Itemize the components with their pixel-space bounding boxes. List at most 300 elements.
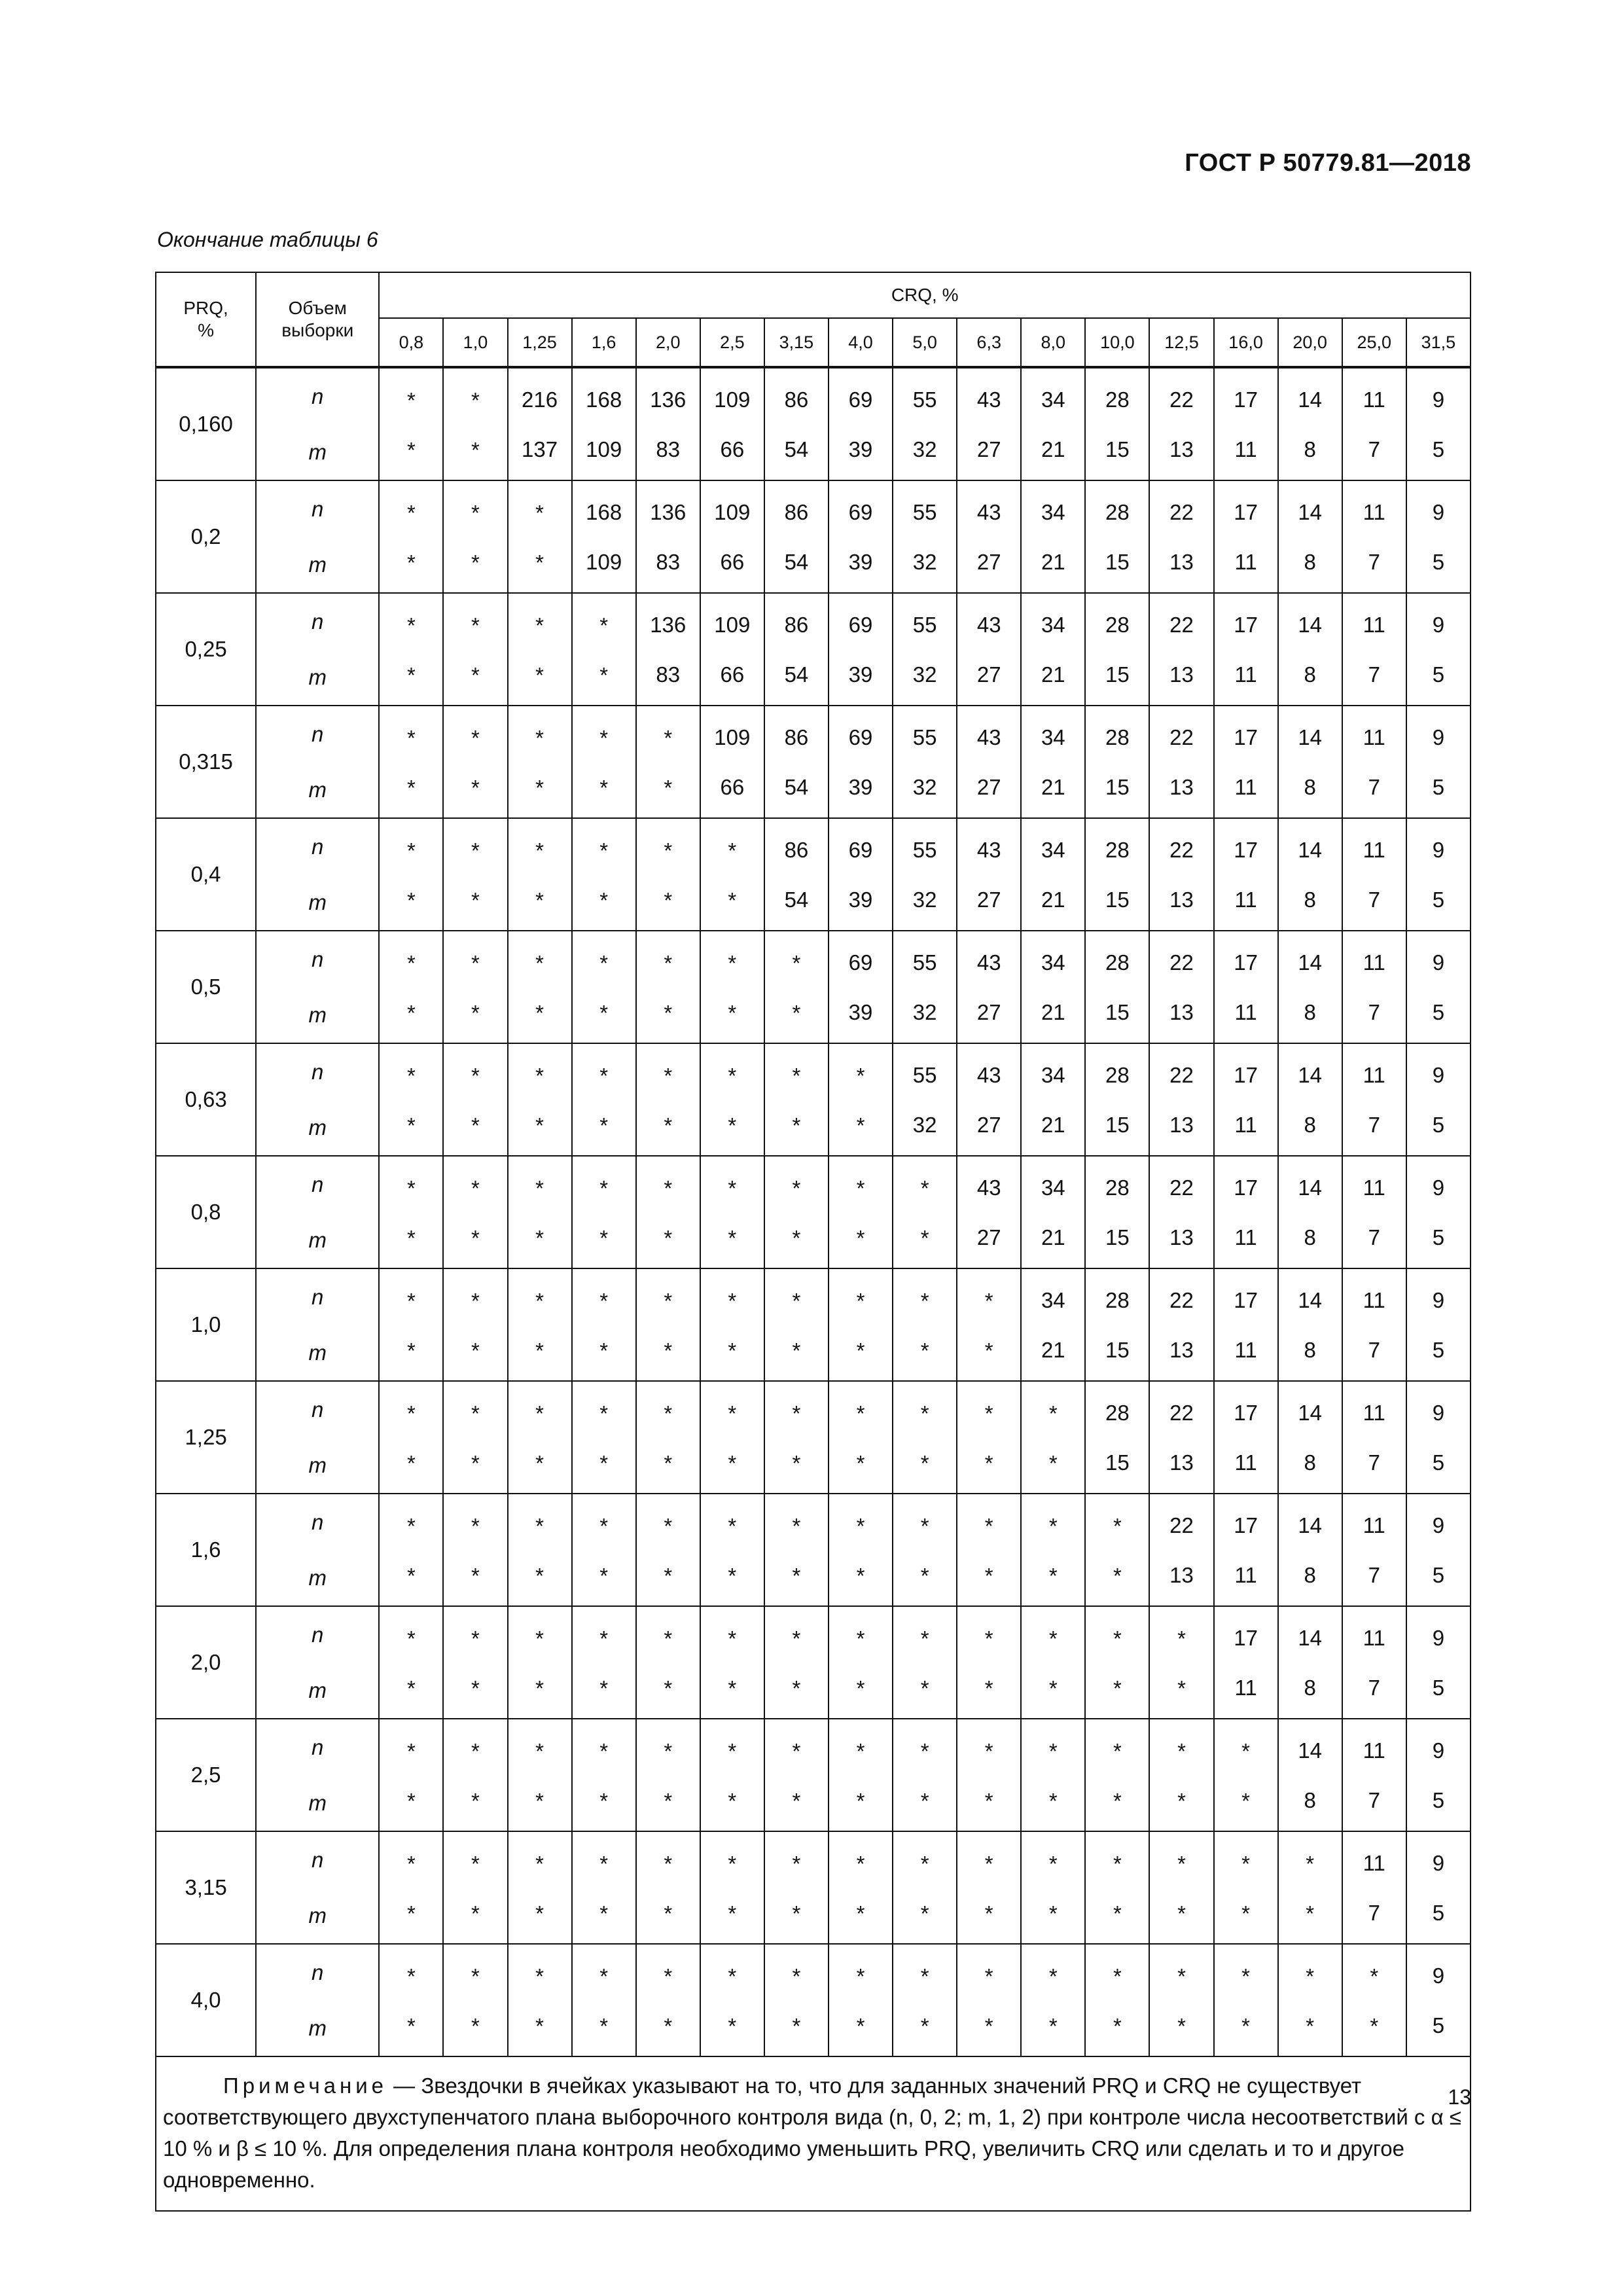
sample-size-cell: 216: [508, 367, 572, 425]
sample-size-cell: *: [893, 1551, 957, 1606]
sample-size-cell: *: [957, 1831, 1021, 1888]
sample-size-cell: 15: [1085, 988, 1149, 1043]
sample-size-cell: 5: [1406, 1663, 1471, 1719]
sample-size-cell: *: [508, 2001, 572, 2056]
sample-size-cell: *: [1085, 1831, 1149, 1888]
sample-size-cell: *: [443, 2001, 507, 2056]
sample-size-cell: 136: [636, 593, 700, 650]
sample-size-cell: 15: [1085, 650, 1149, 706]
sample-size-cell: *: [572, 875, 636, 931]
table-row: [156, 1325, 1471, 1381]
sample-size-cell: *: [764, 1663, 829, 1719]
table-row: [156, 1100, 1471, 1156]
sample-size-cell: 9: [1406, 367, 1471, 425]
sample-size-cell: 66: [700, 650, 764, 706]
sample-size-cell: *: [443, 1268, 507, 1325]
sample-size-cell: 69: [829, 367, 893, 425]
sample-size-cell: *: [764, 1551, 829, 1606]
sample-size-cell: *: [1278, 2001, 1342, 2056]
sample-size-cell: *: [572, 818, 636, 875]
sample-size-cell: *: [957, 2001, 1021, 2056]
sample-size-cell: 9: [1406, 706, 1471, 762]
sample-size-cell: 21: [1021, 650, 1085, 706]
sample-size-cell: *: [893, 1663, 957, 1719]
sample-size-cell: *: [572, 1663, 636, 1719]
sample-size-cell: *: [572, 1100, 636, 1156]
sample-size-cell: *: [957, 1606, 1021, 1663]
sample-size-cell: 86: [764, 593, 829, 650]
sample-size-cell: 9: [1406, 1043, 1471, 1100]
sample-size-cell: *: [1021, 2001, 1085, 2056]
sample-size-cell: 11: [1342, 1156, 1406, 1213]
table-row: [156, 1268, 1471, 1325]
sample-size-symbol: n: [256, 1606, 379, 1663]
sample-size-cell: 9: [1406, 1831, 1471, 1888]
sample-size-cell: 7: [1342, 988, 1406, 1043]
sample-size-cell: 7: [1342, 650, 1406, 706]
sample-size-cell: 15: [1085, 1438, 1149, 1494]
crq-value-header: 5,0: [893, 318, 957, 367]
sample-size-cell: *: [893, 1831, 957, 1888]
sample-size-cell: 15: [1085, 1100, 1149, 1156]
prq-value: 0,5: [156, 931, 256, 1043]
sample-size-cell: 7: [1342, 1213, 1406, 1268]
sample-size-cell: 28: [1085, 931, 1149, 988]
sample-size-cell: 54: [764, 762, 829, 818]
table-body: [156, 367, 1471, 2056]
sample-size-cell: *: [957, 1663, 1021, 1719]
sample-size-cell: 11: [1342, 593, 1406, 650]
prq-value: 3,15: [156, 1831, 256, 1944]
sample-size-cell: *: [829, 1494, 893, 1551]
crq-value-header: 2,5: [700, 318, 764, 367]
table-row: [156, 537, 1471, 593]
table-row: [156, 1438, 1471, 1494]
sample-size-cell: 11: [1214, 425, 1278, 480]
sample-size-cell: *: [764, 1606, 829, 1663]
sample-size-cell: 109: [700, 706, 764, 762]
crq-value-header: 25,0: [1342, 318, 1406, 367]
sample-size-symbol: n: [256, 1381, 379, 1438]
sample-size-cell: *: [572, 1438, 636, 1494]
sample-size-cell: 14: [1278, 1606, 1342, 1663]
sample-size-cell: *: [1085, 1663, 1149, 1719]
sample-size-symbol: m: [256, 537, 379, 593]
sample-size-cell: 14: [1278, 367, 1342, 425]
sample-size-cell: 136: [636, 480, 700, 537]
sample-size-cell: 8: [1278, 650, 1342, 706]
sample-size-cell: 39: [829, 537, 893, 593]
sample-size-cell: 54: [764, 650, 829, 706]
sample-size-cell: *: [829, 1156, 893, 1213]
sample-size-symbol: m: [256, 1776, 379, 1831]
sample-size-cell: 15: [1085, 1325, 1149, 1381]
sample-size-cell: *: [379, 593, 443, 650]
sample-size-cell: *: [636, 1888, 700, 1944]
sample-size-cell: *: [572, 1944, 636, 2001]
sample-size-cell: 7: [1342, 1888, 1406, 1944]
crq-value-header: 16,0: [1214, 318, 1278, 367]
sample-size-cell: 13: [1149, 762, 1213, 818]
sample-size-cell: *: [1085, 1888, 1149, 1944]
table-row: [156, 818, 1471, 875]
sample-size-cell: 7: [1342, 1100, 1406, 1156]
sample-size-cell: *: [443, 1156, 507, 1213]
sample-size-cell: *: [764, 1719, 829, 1776]
sample-size-cell: 13: [1149, 1100, 1213, 1156]
sample-size-cell: 8: [1278, 875, 1342, 931]
prq-value: 0,8: [156, 1156, 256, 1268]
prq-value: 0,160: [156, 367, 256, 480]
sample-size-cell: *: [764, 1944, 829, 2001]
sample-size-cell: 5: [1406, 1888, 1471, 1944]
sample-size-cell: 13: [1149, 1325, 1213, 1381]
sample-size-cell: *: [1085, 1776, 1149, 1831]
sample-size-cell: *: [508, 931, 572, 988]
sample-size-cell: 9: [1406, 1381, 1471, 1438]
sample-size-cell: *: [379, 706, 443, 762]
sample-size-cell: 7: [1342, 1551, 1406, 1606]
sample-size-cell: *: [700, 1494, 764, 1551]
sample-size-cell: *: [1021, 1494, 1085, 1551]
sample-size-cell: *: [893, 1156, 957, 1213]
sample-size-cell: 17: [1214, 480, 1278, 537]
sample-size-cell: *: [764, 1831, 829, 1888]
sample-size-cell: *: [508, 762, 572, 818]
sample-size-cell: *: [764, 1381, 829, 1438]
sample-size-cell: 32: [893, 988, 957, 1043]
sample-size-cell: *: [572, 1043, 636, 1100]
sample-size-cell: 5: [1406, 1100, 1471, 1156]
crq-value-header: 3,15: [764, 318, 829, 367]
sample-size-cell: *: [443, 1325, 507, 1381]
sample-size-cell: *: [1021, 1776, 1085, 1831]
sample-size-cell: *: [1149, 1663, 1213, 1719]
sample-size-cell: 5: [1406, 650, 1471, 706]
sample-size-cell: 55: [893, 931, 957, 988]
table-row: [156, 2001, 1471, 2056]
sample-size-cell: *: [508, 1494, 572, 1551]
sample-size-cell: *: [893, 1213, 957, 1268]
sample-size-cell: *: [636, 931, 700, 988]
crq-value-header: 6,3: [957, 318, 1021, 367]
sample-size-cell: *: [1085, 1606, 1149, 1663]
crq-value-header: 12,5: [1149, 318, 1213, 367]
sample-size-cell: 21: [1021, 1325, 1085, 1381]
sample-size-symbol: m: [256, 762, 379, 818]
sample-size-cell: *: [443, 1494, 507, 1551]
prq-header: PRQ, %: [156, 272, 256, 367]
sample-size-cell: *: [636, 1776, 700, 1831]
sample-size-cell: 83: [636, 650, 700, 706]
sample-size-symbol: n: [256, 367, 379, 425]
sample-size-cell: 14: [1278, 1494, 1342, 1551]
sample-size-cell: *: [1149, 1888, 1213, 1944]
sample-size-cell: *: [508, 537, 572, 593]
sample-size-cell: *: [379, 480, 443, 537]
sample-size-cell: *: [572, 1888, 636, 1944]
sample-size-cell: 168: [572, 367, 636, 425]
table-row: [156, 931, 1471, 988]
sample-size-cell: *: [379, 1156, 443, 1213]
sample-size-cell: 22: [1149, 593, 1213, 650]
sample-size-cell: *: [957, 1438, 1021, 1494]
sample-size-cell: *: [443, 706, 507, 762]
table-row: [156, 593, 1471, 650]
sample-size-cell: 5: [1406, 1551, 1471, 1606]
sample-size-cell: 11: [1214, 1663, 1278, 1719]
sample-size-cell: 8: [1278, 762, 1342, 818]
sample-size-cell: *: [957, 1494, 1021, 1551]
sample-size-cell: *: [829, 1663, 893, 1719]
crq-value-header: 2,0: [636, 318, 700, 367]
sample-size-cell: *: [636, 1156, 700, 1213]
sample-size-cell: *: [508, 650, 572, 706]
sample-size-cell: *: [572, 1381, 636, 1438]
sample-size-cell: *: [572, 931, 636, 988]
crq-value-header: 8,0: [1021, 318, 1085, 367]
sample-size-cell: *: [379, 875, 443, 931]
sample-size-cell: *: [379, 762, 443, 818]
sample-size-cell: *: [379, 1551, 443, 1606]
sample-size-cell: *: [700, 818, 764, 875]
sample-size-cell: 5: [1406, 425, 1471, 480]
sample-size-cell: *: [443, 425, 507, 480]
sample-size-cell: 168: [572, 480, 636, 537]
sample-size-cell: 28: [1085, 706, 1149, 762]
sample-size-cell: *: [764, 1268, 829, 1325]
sample-size-cell: 27: [957, 425, 1021, 480]
sample-size-cell: *: [379, 931, 443, 988]
sample-size-cell: *: [508, 480, 572, 537]
sample-size-cell: *: [700, 875, 764, 931]
sample-size-cell: 15: [1085, 425, 1149, 480]
sample-size-cell: 69: [829, 593, 893, 650]
sample-size-cell: 27: [957, 988, 1021, 1043]
sample-size-cell: *: [636, 1944, 700, 2001]
sample-size-cell: *: [1214, 2001, 1278, 2056]
sample-size-cell: *: [957, 1719, 1021, 1776]
sample-size-cell: *: [508, 1719, 572, 1776]
table-row: [156, 1213, 1471, 1268]
sample-size-cell: 13: [1149, 1213, 1213, 1268]
sample-size-cell: 14: [1278, 480, 1342, 537]
sample-size-cell: *: [443, 988, 507, 1043]
sample-size-cell: 69: [829, 706, 893, 762]
sample-size-cell: *: [700, 1381, 764, 1438]
sample-size-cell: *: [1149, 1719, 1213, 1776]
sample-size-cell: *: [1085, 1719, 1149, 1776]
sample-size-cell: *: [572, 1268, 636, 1325]
sampling-plan-table: [155, 272, 1471, 2212]
sample-size-cell: 27: [957, 650, 1021, 706]
sample-size-cell: *: [443, 1719, 507, 1776]
sample-size-cell: 11: [1214, 762, 1278, 818]
sample-size-cell: 86: [764, 480, 829, 537]
sample-size-cell: 7: [1342, 425, 1406, 480]
sample-size-cell: *: [636, 1268, 700, 1325]
sample-size-cell: 43: [957, 367, 1021, 425]
sample-size-cell: *: [829, 1043, 893, 1100]
sample-size-cell: 17: [1214, 706, 1278, 762]
sample-size-cell: *: [1085, 1944, 1149, 2001]
sample-size-cell: 7: [1342, 1663, 1406, 1719]
table-row: [156, 1156, 1471, 1213]
sample-size-cell: *: [379, 1776, 443, 1831]
page-number: 13: [1448, 2085, 1471, 2109]
sample-size-cell: *: [829, 1268, 893, 1325]
sample-size-cell: 9: [1406, 1156, 1471, 1213]
sample-size-symbol: n: [256, 818, 379, 875]
sample-size-cell: *: [443, 1043, 507, 1100]
sample-size-cell: 86: [764, 706, 829, 762]
sample-size-symbol: n: [256, 1268, 379, 1325]
sample-size-cell: 22: [1149, 1381, 1213, 1438]
sample-size-cell: 34: [1021, 706, 1085, 762]
sample-size-cell: 28: [1085, 1381, 1149, 1438]
sample-size-cell: 8: [1278, 1663, 1342, 1719]
sample-size-cell: *: [700, 1831, 764, 1888]
sample-size-cell: 11: [1214, 1325, 1278, 1381]
sample-size-cell: 21: [1021, 875, 1085, 931]
sample-size-symbol: m: [256, 1325, 379, 1381]
sample-size-cell: 9: [1406, 480, 1471, 537]
sample-size-cell: *: [764, 1888, 829, 1944]
table-note: [156, 2056, 1471, 2211]
sample-size-cell: *: [508, 1100, 572, 1156]
crq-value-header: 0,8: [379, 318, 443, 367]
standard-designation: ГОСТ Р 50779.81—2018: [1185, 149, 1471, 177]
sample-size-cell: 43: [957, 1043, 1021, 1100]
sample-size-cell: *: [443, 1606, 507, 1663]
prq-value: 1,6: [156, 1494, 256, 1606]
prq-value: 0,63: [156, 1043, 256, 1156]
sample-size-cell: 15: [1085, 537, 1149, 593]
sample-size-cell: *: [636, 1043, 700, 1100]
sample-size-cell: 7: [1342, 1776, 1406, 1831]
sample-size-cell: 13: [1149, 988, 1213, 1043]
sample-size-cell: *: [1149, 1776, 1213, 1831]
sample-size-symbol: n: [256, 1043, 379, 1100]
sample-size-cell: *: [829, 1100, 893, 1156]
sample-size-cell: *: [636, 762, 700, 818]
sample-size-cell: 8: [1278, 537, 1342, 593]
sample-size-cell: *: [829, 1606, 893, 1663]
sample-size-cell: *: [443, 762, 507, 818]
sample-size-cell: 21: [1021, 762, 1085, 818]
sample-size-cell: 32: [893, 1100, 957, 1156]
sample-size-cell: 5: [1406, 1325, 1471, 1381]
sample-size-cell: *: [1214, 1776, 1278, 1831]
prq-value: 2,5: [156, 1719, 256, 1831]
table-row: [156, 1776, 1471, 1831]
sample-size-cell: *: [636, 1213, 700, 1268]
sample-size-cell: 43: [957, 1156, 1021, 1213]
table-row: [156, 367, 1471, 425]
sample-size-symbol: n: [256, 1156, 379, 1213]
sample-size-cell: 8: [1278, 1551, 1342, 1606]
sample-size-cell: *: [443, 537, 507, 593]
table-row: [156, 1043, 1471, 1100]
crq-value-header: 20,0: [1278, 318, 1342, 367]
sample-size-cell: 9: [1406, 818, 1471, 875]
sample-size-cell: *: [508, 593, 572, 650]
prq-value: 4,0: [156, 1944, 256, 2056]
sample-size-cell: *: [700, 988, 764, 1043]
sample-size-cell: 22: [1149, 480, 1213, 537]
prq-value: 1,0: [156, 1268, 256, 1381]
sample-size-cell: *: [1021, 1551, 1085, 1606]
sample-size-cell: *: [957, 1551, 1021, 1606]
sample-size-cell: *: [1214, 1719, 1278, 1776]
sample-size-cell: 9: [1406, 1606, 1471, 1663]
sample-size-cell: 15: [1085, 762, 1149, 818]
sample-size-cell: 22: [1149, 1043, 1213, 1100]
sample-size-cell: *: [957, 1776, 1021, 1831]
sample-size-cell: 8: [1278, 988, 1342, 1043]
sample-size-cell: *: [379, 1831, 443, 1888]
sample-size-cell: 13: [1149, 1551, 1213, 1606]
sample-size-cell: *: [508, 1156, 572, 1213]
sample-size-cell: *: [764, 1494, 829, 1551]
sample-size-cell: 14: [1278, 1156, 1342, 1213]
sample-size-cell: 22: [1149, 367, 1213, 425]
sample-size-cell: *: [379, 1606, 443, 1663]
sample-size-cell: *: [700, 1213, 764, 1268]
sample-size-cell: *: [379, 1888, 443, 1944]
sample-size-cell: 8: [1278, 1100, 1342, 1156]
sample-size-cell: 11: [1342, 1606, 1406, 1663]
sample-size-cell: *: [700, 1100, 764, 1156]
sample-size-cell: *: [764, 1100, 829, 1156]
sample-size-cell: 43: [957, 931, 1021, 988]
prq-value: 0,4: [156, 818, 256, 931]
sample-size-cell: 28: [1085, 1043, 1149, 1100]
sample-size-symbol: m: [256, 1438, 379, 1494]
sample-size-cell: *: [636, 988, 700, 1043]
sample-size-symbol: m: [256, 2001, 379, 2056]
sample-size-cell: *: [379, 1381, 443, 1438]
sample-size-cell: *: [636, 1100, 700, 1156]
sample-size-cell: 11: [1214, 1551, 1278, 1606]
sample-size-cell: *: [508, 1043, 572, 1100]
table-row: [156, 875, 1471, 931]
sample-size-cell: 109: [572, 537, 636, 593]
sample-size-cell: *: [829, 1719, 893, 1776]
sample-size-cell: *: [636, 1831, 700, 1888]
sample-size-cell: *: [443, 1831, 507, 1888]
sample-size-cell: 39: [829, 425, 893, 480]
sample-size-cell: *: [572, 1719, 636, 1776]
sample-size-cell: 109: [572, 425, 636, 480]
sample-size-cell: 8: [1278, 425, 1342, 480]
sample-size-cell: *: [1278, 1888, 1342, 1944]
sample-size-cell: 13: [1149, 537, 1213, 593]
sample-size-cell: *: [443, 875, 507, 931]
sample-size-cell: 11: [1342, 367, 1406, 425]
sample-size-cell: *: [1342, 1944, 1406, 2001]
sample-size-cell: *: [636, 818, 700, 875]
sample-size-cell: *: [764, 1438, 829, 1494]
sample-size-cell: *: [508, 1551, 572, 1606]
sample-size-cell: *: [700, 1606, 764, 1663]
sample-size-cell: 7: [1342, 1325, 1406, 1381]
sample-size-cell: *: [1021, 1831, 1085, 1888]
sample-size-cell: 22: [1149, 1156, 1213, 1213]
sample-size-cell: 66: [700, 537, 764, 593]
sample-size-cell: *: [1021, 1944, 1085, 2001]
sample-size-cell: 137: [508, 425, 572, 480]
